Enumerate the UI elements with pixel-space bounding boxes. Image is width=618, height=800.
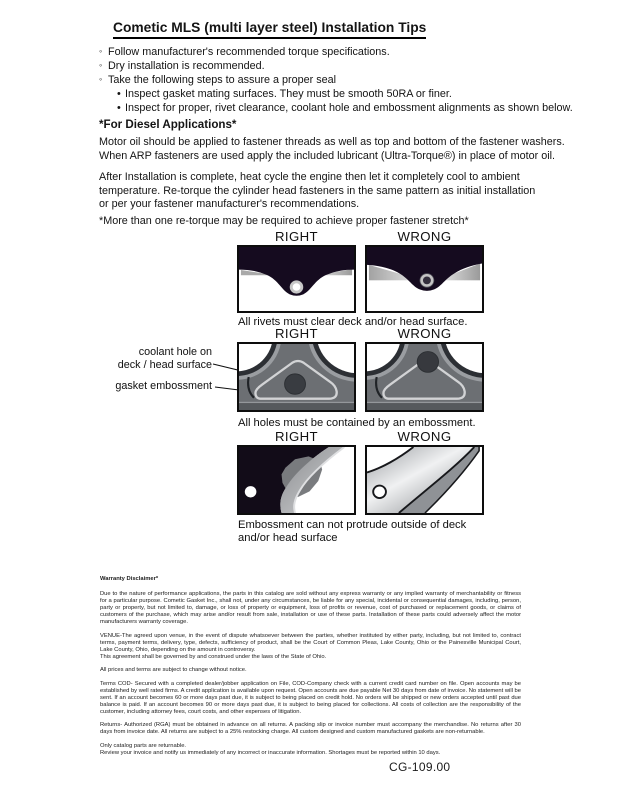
fig1-wrong-panel xyxy=(365,245,484,313)
page-code: CG-109.00 xyxy=(389,760,451,774)
fig2-wrong-panel xyxy=(365,342,484,412)
fig1-right-panel xyxy=(237,245,356,313)
list-item: • Inspect for proper, rivet clearance, coolant hole and embossment alignments as shown below. xyxy=(99,101,573,115)
disclaimer-paragraph: All prices and terms are subject to change without notice. xyxy=(100,667,247,673)
fig2-caption: All holes must be contained by an embossment. xyxy=(238,417,476,429)
fig3-wrong-label: WRONG xyxy=(397,429,452,444)
retorque-note: *More than one re-torque may be required to achieve proper fastener stretch* xyxy=(99,215,469,227)
fig2-wrong-diagram xyxy=(367,344,482,410)
text-line: or per your fastener manufacturer's recommendations. xyxy=(99,198,360,210)
disclaimer-paragraph: Due to the nature of performance applications, the parts in this catalog are sold without any express warranty or any implied warranty of merchantability or fitness for a particular purpose. Cometic Gasket Inc., shall not, under any circumstances, be liable for any special, incidental or consequential damages, including, person, party or property, but not limited to, damage, or loss of property or equipment, loss of profits or revenue, cost of purchased or replacement goods, or claims of customers of the purchase, which may arise and/or result from sale, installation or use of these parts. Installation of these parts could adversely affect the motor manufacturers warranty coverage. xyxy=(100,591,521,625)
list-item: • Inspect gasket mating surfaces. They must be smooth 50RA or finer. xyxy=(99,87,573,101)
text-line: When ARP fasteners are used apply the included lubricant (Ultra-Torque®) in place of motor oil. xyxy=(99,149,556,162)
fig1-right-label: RIGHT xyxy=(274,229,319,244)
fig2-right-label: RIGHT xyxy=(274,326,319,341)
text-line: coolant hole on xyxy=(138,346,212,358)
fig3-right-label: RIGHT xyxy=(274,429,319,444)
gasket-embossment-annotation: gasket embossment xyxy=(115,380,212,392)
coolant-hole xyxy=(285,374,306,394)
fig1-caption: All rivets must clear deck and/or head surface. xyxy=(238,316,468,328)
disclaimer-paragraph: Returns- Authorized (RGA) must be obtained in advance on all returns. A packing slip or invoice number must accompany the merchandise. No returns after 30 days from invoice date. All returns are subject to a 25% restocking charge. All custom designed and custom manufactured gaskets are non-returnable. xyxy=(100,722,521,735)
text-line: and/or head surface xyxy=(238,532,338,544)
disclaimer-paragraph: Terms COD- Secured with a completed dealer/jobber application on File, COD-Company check with a current credit card number on file. Open accounts may be established by well rated firms. A credit application is available upon request. Open accounts are due payable Net 30 days from date of invoice. No statement will be sent. If an account becomes 60 or more days past due, it is subject to being placed on credit hold. No orders will be shipped or new orders accepted until past due balance is paid. If an account becomes 90 or more days past due, it is subject to being placed for collections. All costs of collection are the responsibility of the customer, including attorney fees, court costs, and other expenses of litigation. xyxy=(100,680,521,715)
installation-tips-list xyxy=(99,45,573,115)
diesel-paragraph-2 xyxy=(99,171,535,212)
diesel-paragraph-1 xyxy=(99,136,565,163)
fig1-wrong-label: WRONG xyxy=(397,229,452,244)
diesel-heading: *For Diesel Applications* xyxy=(99,118,237,131)
page-title: Cometic MLS (multi layer steel) Installation Tips xyxy=(113,20,426,39)
disclaimer-paragraph: Only catalog parts are returnable. xyxy=(100,742,187,749)
coolant-hole xyxy=(417,352,438,373)
disclaimer-heading: Warranty Disclaimer* xyxy=(100,576,159,582)
rivet-center xyxy=(293,283,301,291)
rivet-center xyxy=(423,277,431,285)
fig2-right-diagram xyxy=(239,344,354,410)
fig1-wrong-diagram xyxy=(367,247,482,311)
disclaimer-paragraph: This agreement shall be governed by and construed under the laws of the State of Ohio. xyxy=(100,653,327,660)
list-item: ◦ Follow manufacturer's recommended torque specifications. xyxy=(99,45,573,59)
bolt-hole xyxy=(373,486,386,498)
fig3-right-diagram xyxy=(239,447,354,513)
fig1-right-diagram xyxy=(239,247,354,311)
fig2-wrong-label: WRONG xyxy=(397,326,452,341)
text-line: temperature. Re-torque the cylinder head fasteners in the same pattern as initial installation xyxy=(99,184,536,197)
warranty-disclaimer xyxy=(100,576,521,763)
list-item: ◦ Dry installation is recommended. xyxy=(99,59,573,73)
fig3-wrong-panel xyxy=(365,445,484,515)
text-line: Motor oil should be applied to fastener threads as well as top and bottom of the fastener washers. xyxy=(99,136,565,148)
fig2-right-panel xyxy=(237,342,356,412)
disclaimer-paragraph: VENUE-The agreed upon venue, in the event of dispute whatsoever between the parties, whether instituted by either party, including, but not limited to, contract terms, payment terms, delivery, type, defects, sufficiency of product, shall be the Court of Common Pleas, Lake County, Ohio or the Painesville Municipal Court, Lake County, Ohio, depending on the amount in controversy. xyxy=(100,632,521,653)
text-line: After Installation is complete, heat cycle the engine then let it completely cool to ambient xyxy=(99,171,520,183)
list-item: ◦ Take the following steps to assure a proper seal xyxy=(99,73,573,87)
fig3-wrong-diagram xyxy=(367,447,482,513)
bolt-hole xyxy=(245,486,257,497)
text-line: Embossment can not protrude outside of deck xyxy=(238,519,467,531)
text-line: deck / head surface xyxy=(117,358,212,371)
disclaimer-paragraph: Review your invoice and notify us immediately of any incorrect or inaccurate information. Shortages must be reported within 10 days. xyxy=(100,749,441,756)
fig3-caption xyxy=(238,519,466,545)
coolant-hole-annotation xyxy=(100,346,212,371)
fig3-right-panel xyxy=(237,445,356,515)
